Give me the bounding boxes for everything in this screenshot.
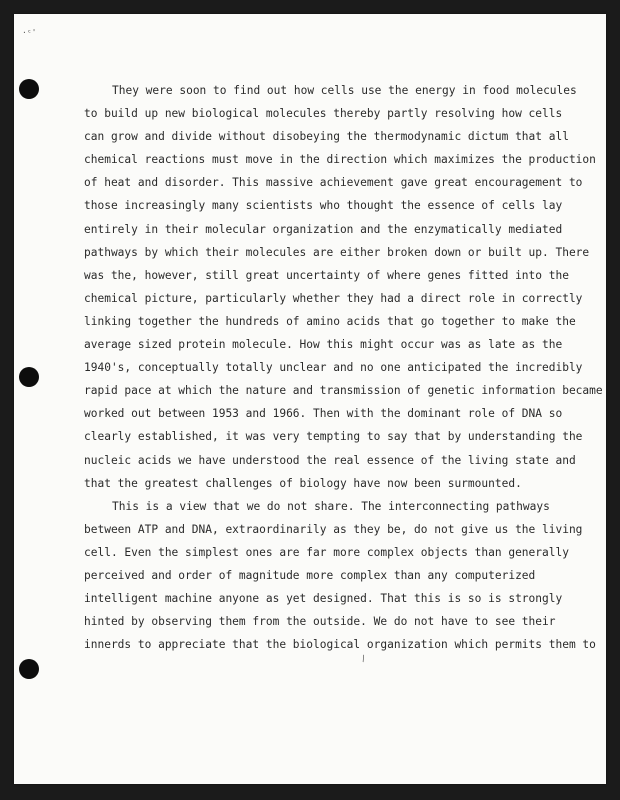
text-line: clearly established, it was very tempting to say that by understanding the <box>84 430 583 444</box>
text-line: entirely in their molecular organization and the enzymatically mediated <box>84 222 563 236</box>
text-line: to build up new biological molecules thereby partly resolving how cells <box>84 107 563 121</box>
stray-mark-bottom: \ <box>359 653 368 664</box>
text-line: chemical picture, particularly whether they had a direct role in correctly <box>84 291 583 305</box>
punch-hole-middle <box>19 367 39 387</box>
typed-text-body <box>84 79 603 656</box>
text-line: pathways by which their molecules are either broken down or built up. There <box>84 245 590 259</box>
text-line: of heat and disorder. This massive achievement gave great encouragement to <box>84 176 583 190</box>
text-line: those increasingly many scientists who thought the essence of cells lay <box>84 199 563 213</box>
paragraph-first-line: This is a view that we do not share. The interconnecting pathways <box>112 499 550 513</box>
text-line: 1940's, conceptually totally unclear and no one anticipated the incredibly <box>84 361 583 375</box>
text-line: was the, however, still great uncertainty of where genes fitted into the <box>84 268 569 282</box>
text-line: nucleic acids we have understood the real essence of the living state and <box>84 453 576 467</box>
text-line: rapid pace at which the nature and transmission of genetic information became <box>84 384 603 398</box>
punch-hole-bottom <box>19 659 39 679</box>
text-line: hinted by observing them from the outside. We do not have to see their <box>84 615 556 629</box>
text-line: can grow and divide without disobeying the thermodynamic dictum that all <box>84 130 569 144</box>
paragraph-first-line: They were soon to find out how cells use the energy in food molecules <box>112 84 577 97</box>
text-line: worked out between 1953 and 1966. Then with the dominant role of DNA so <box>84 407 563 421</box>
text-line: between ATP and DNA, extraordinarily as they be, do not give us the living <box>84 522 583 536</box>
text-line: that the greatest challenges of biology have now been surmounted. <box>84 476 522 490</box>
text-line: cell. Even the simplest ones are far more complex objects than generally <box>84 545 569 559</box>
text-line: chemical reactions must move in the direction which maximizes the production <box>84 153 596 167</box>
text-line: linking together the hundreds of amino acids that go together to make the <box>84 314 576 328</box>
text-line: perceived and order of magnitude more complex than any computerized <box>84 568 536 582</box>
stray-mark-top: ·ᶜ' <box>22 28 37 37</box>
text-line: innerds to appreciate that the biological organization which permits them to <box>84 638 596 652</box>
punch-hole-top <box>19 79 39 99</box>
text-line: intelligent machine anyone as yet designed. That this is so is strongly <box>84 592 563 606</box>
text-line: average sized protein molecule. How this might occur was as late as the <box>84 338 563 352</box>
